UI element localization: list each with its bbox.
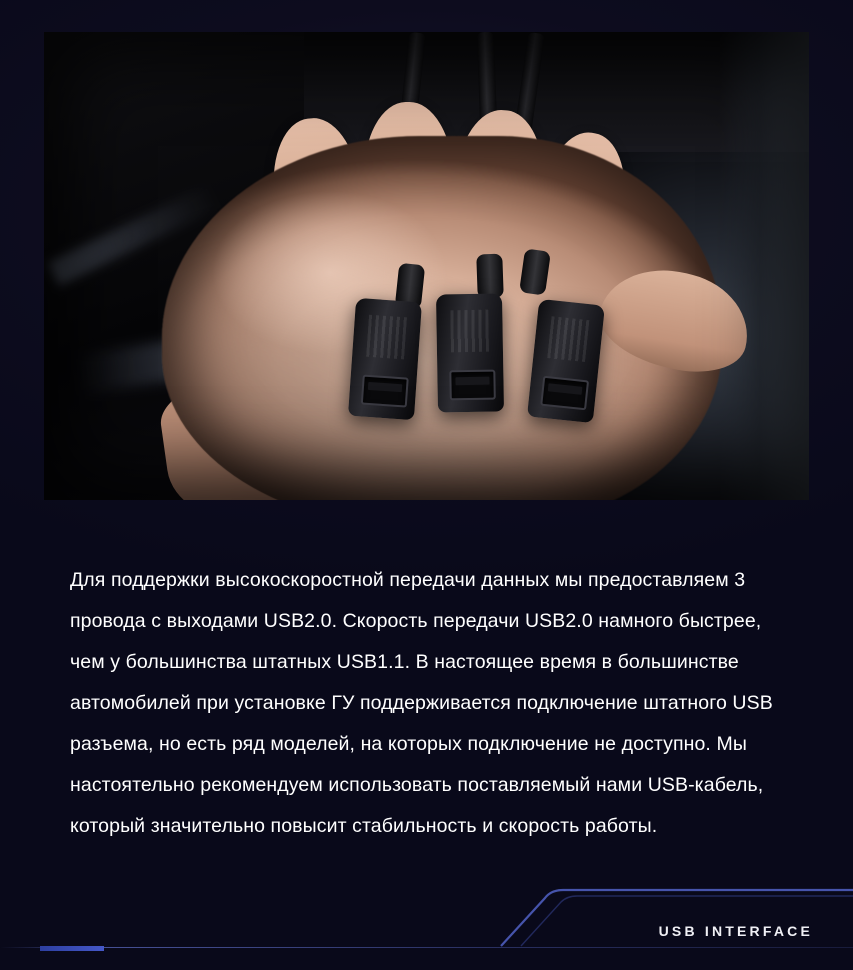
photo-background-edge	[719, 32, 809, 500]
usb-port-slot	[540, 376, 589, 411]
usb-connector-right	[527, 299, 605, 423]
footer	[0, 884, 853, 970]
footer-swoosh-decoration	[493, 888, 853, 948]
description-text: Для поддержки высокоскоростной передачи данных мы предоставляем 3 провода с выходами USB2.0. Скорость передачи USB2.0 намного быстрее, чем у большинства штатных USB1.1. В настоящее время в большинстве автомобилей при установке ГУ поддерживается подключение штатного USB разъема, но есть ряд моделей, на которых подключение не доступно. Мы настоятельно рекомендуем использовать поставляемый нами USB-кабель, который значительно повысит стабильность и скорость работы.	[70, 568, 773, 837]
photo-canvas	[44, 32, 809, 500]
usb-logo-icon	[450, 310, 489, 353]
usb-strain-relief-middle	[476, 254, 504, 299]
usb-port-slot	[361, 374, 409, 407]
footer-accent-bar	[40, 946, 104, 951]
usb-port-slot	[449, 370, 496, 401]
footer-label: USB INTERFACE	[658, 923, 813, 939]
product-photo	[44, 32, 809, 500]
usb-connector-left	[348, 298, 422, 420]
usb-connector-middle	[436, 293, 504, 412]
usb-logo-icon	[547, 316, 589, 362]
usb-logo-icon	[366, 315, 407, 360]
